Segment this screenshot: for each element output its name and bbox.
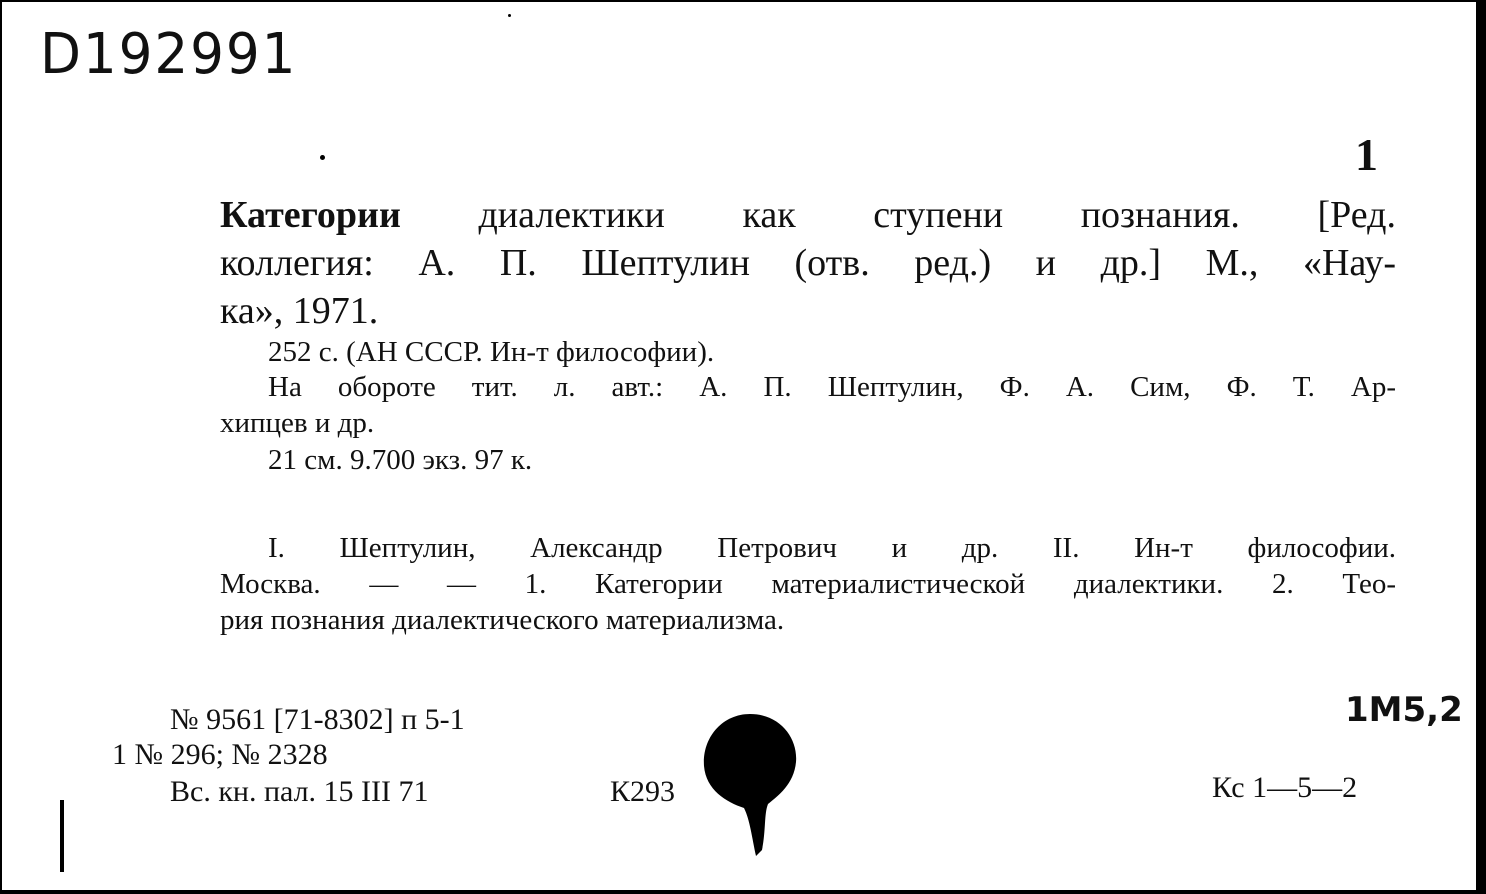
speck-dot [508,14,511,17]
speck-dot [320,155,325,160]
tracing-line-2: Москва. — — 1. Категории материалистической диалектики. 2. Тео- [220,568,1396,600]
classification-code: К293 [610,775,676,808]
entry-line-2: коллегия: А. П. Шептулин (отв. ред.) и др.] М., «Нау- [220,242,1396,284]
entry-line-3: ка», 1971. [220,290,379,332]
handwritten-note: 1M5,2 [1345,690,1463,730]
order-number: № 9561 [71-8302] п 5-1 [170,703,465,736]
verso-note-line-2: хипцев и др. [220,407,375,439]
ink-blot-icon [700,710,800,860]
card-border-bottom [0,890,1486,894]
verso-note-line-1: На обороте тит. л. авт.: А. П. Шептулин, Ф. А. Сим, Ф. Т. Ар- [268,371,1396,403]
side-margin-mark [60,800,64,872]
card-border-right [1476,0,1486,894]
kc-code: Кс 1—5—2 [1212,771,1358,804]
entry-title-rest: диалектики как ступени познания. [Ред. [478,194,1396,236]
entry-title-heading: Категории [220,194,401,236]
book-chamber-line: Вс. кн. пал. 15 III 71 [170,775,429,808]
size-run-line: 21 см. 9.700 экз. 97 к. [268,444,533,476]
card-border-left [0,0,2,894]
card-number: 1 [1355,129,1378,180]
tracing-line-3: рия познания диалектического материализма. [220,604,785,636]
accession-number: D192991 [40,22,298,87]
order-number-2: 1 № 296; № 2328 [112,738,328,771]
entry-line-1 [220,193,1396,237]
pagination-line: 252 с. (АН СССР. Ин-т философии). [268,336,715,368]
card-border-top [0,0,1486,2]
tracing-line-1: I. Шептулин, Александр Петрович и др. II. Ин-т философии. [268,532,1396,564]
